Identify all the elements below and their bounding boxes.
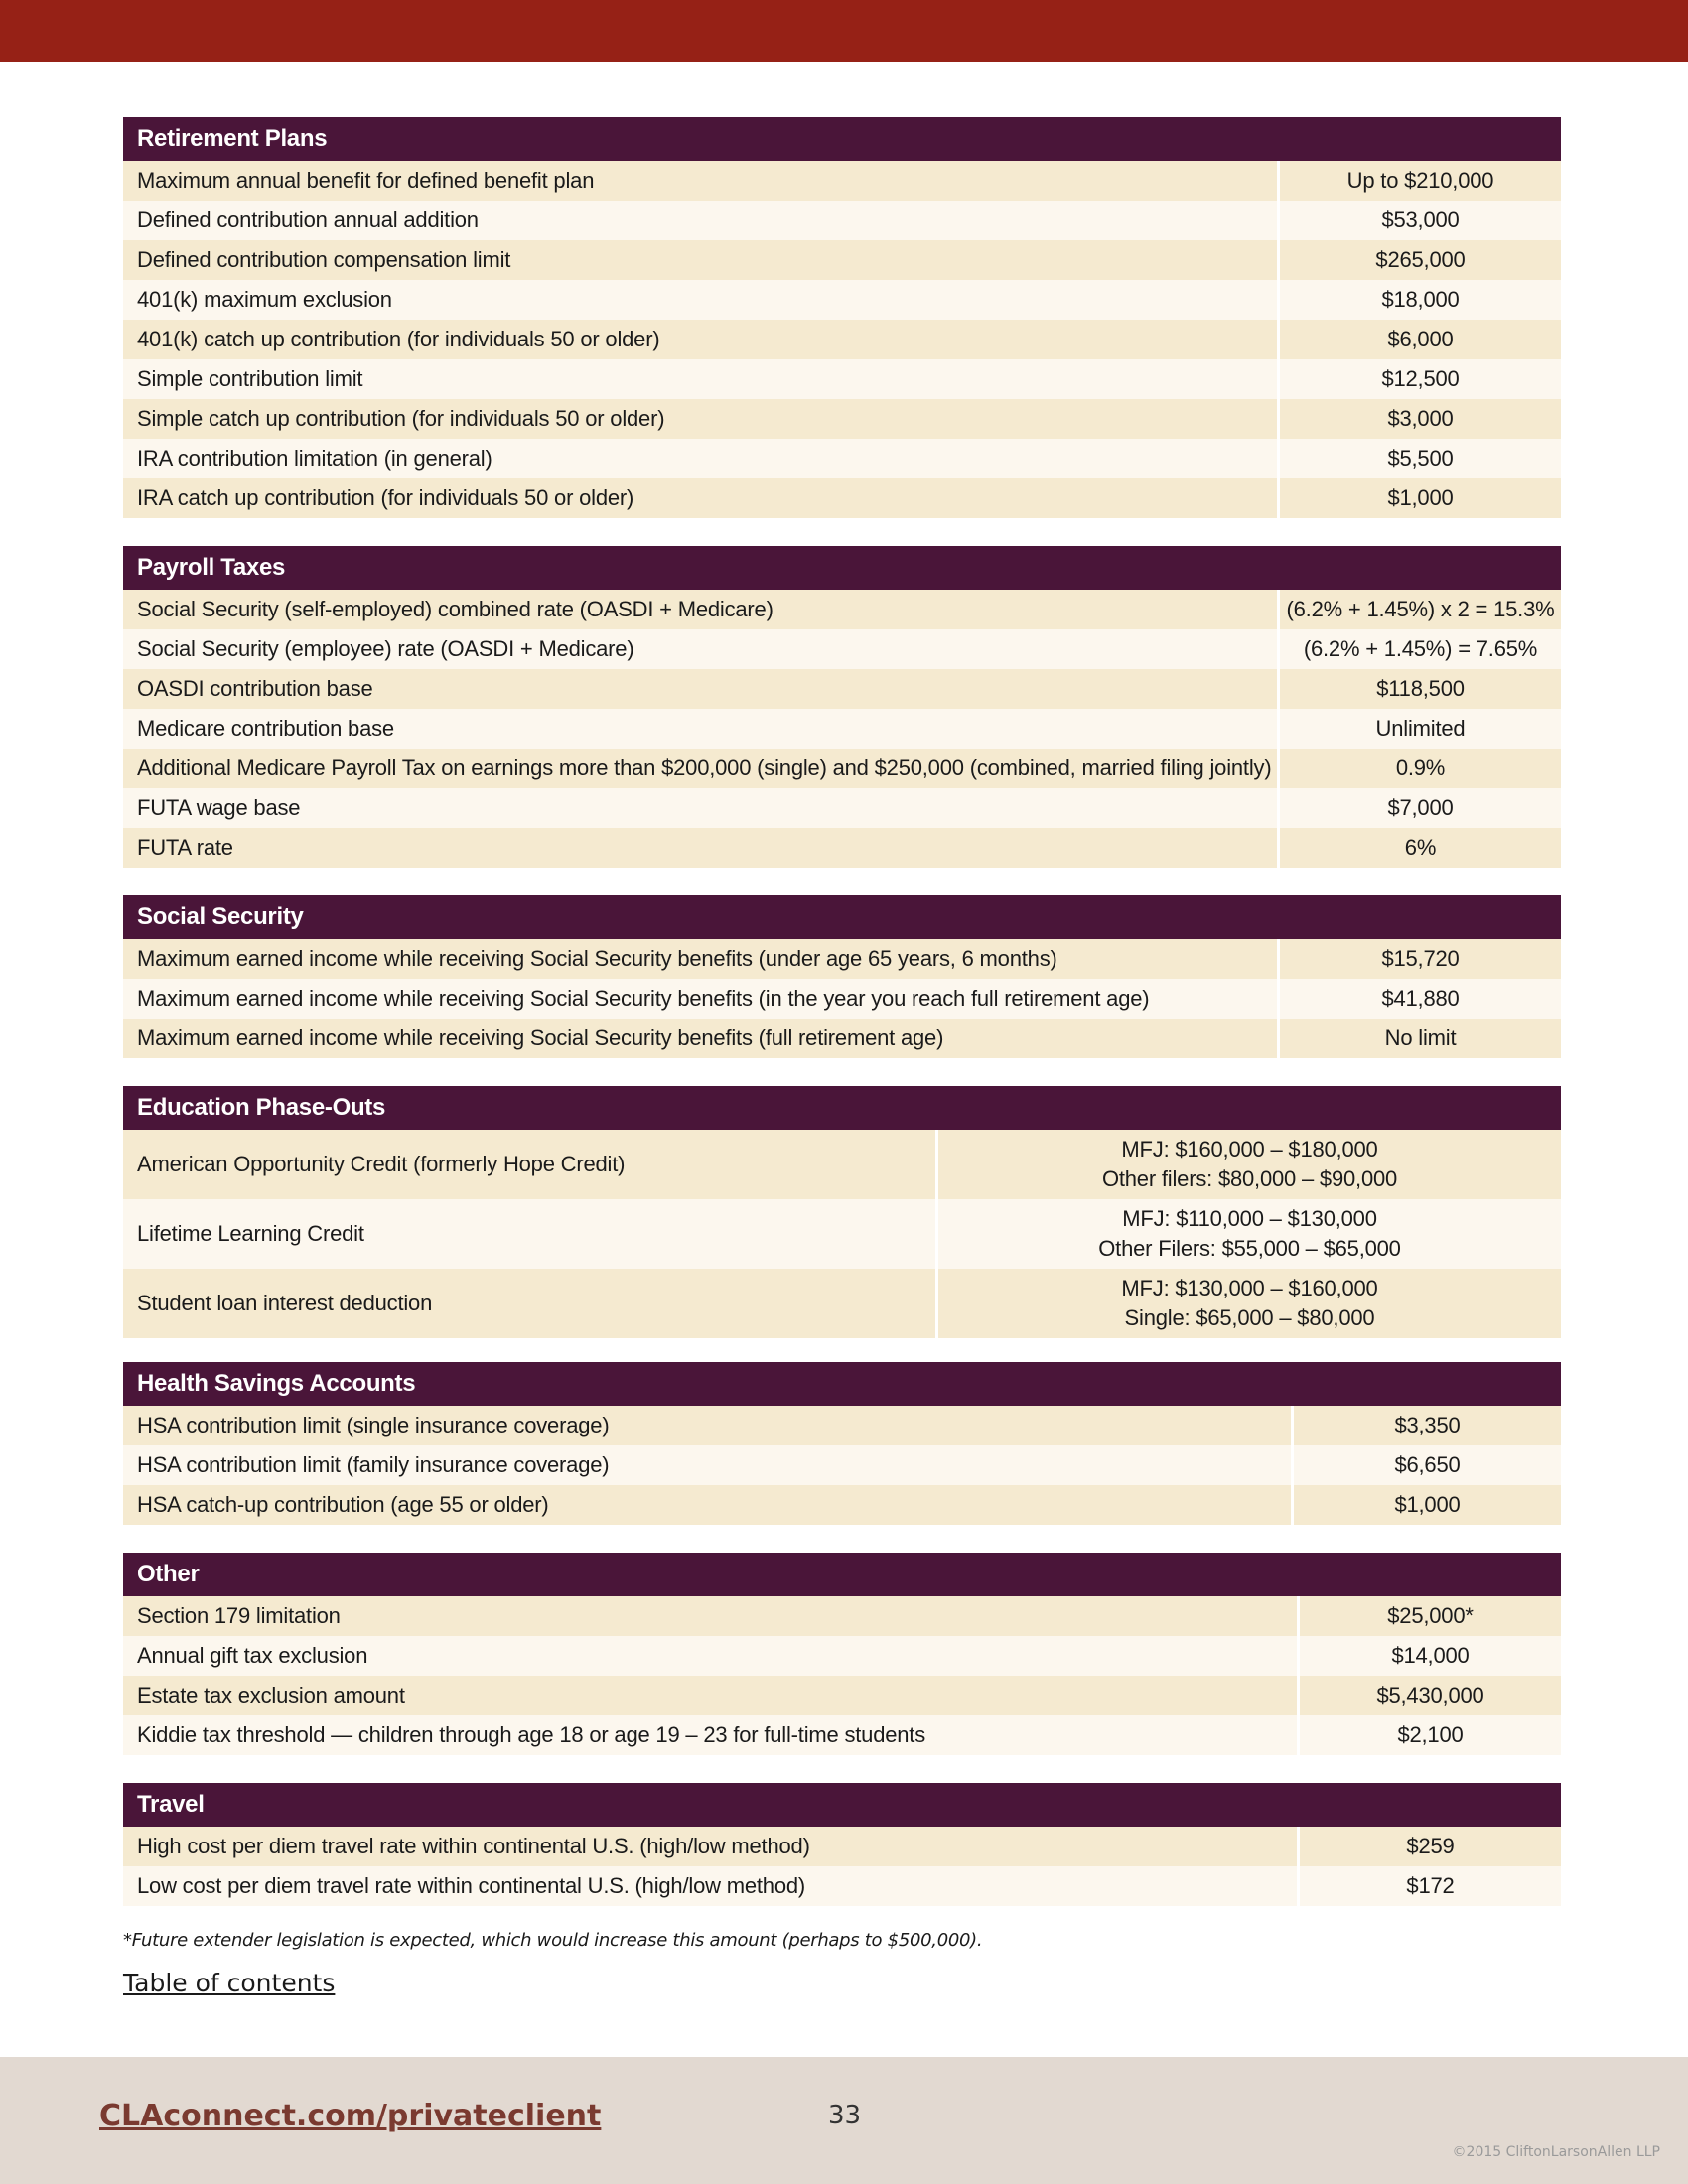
- section-header: Other: [123, 1553, 1561, 1596]
- table-row: [123, 1596, 1561, 1636]
- payroll-taxes-table: [123, 546, 1561, 868]
- row-value: $15,720: [1277, 939, 1561, 979]
- tax-reference-tables: [123, 117, 1561, 1997]
- table-row: [123, 1445, 1561, 1485]
- table-row: [123, 1019, 1561, 1058]
- table-row: [123, 1199, 1561, 1269]
- row-value: $5,430,000: [1297, 1676, 1561, 1715]
- row-label: Medicare contribution base: [123, 709, 1277, 749]
- row-value: [935, 1269, 1561, 1338]
- row-label: Estate tax exclusion amount: [123, 1676, 1297, 1715]
- row-value: 0.9%: [1277, 749, 1561, 788]
- table-row: [123, 1866, 1561, 1906]
- section-header: Health Savings Accounts: [123, 1362, 1561, 1406]
- row-label: Student loan interest deduction: [123, 1269, 935, 1338]
- footnote: *Future extender legislation is expected, which would increase this amount (perhaps to $500,000).: [123, 1930, 983, 1951]
- row-label: IRA catch up contribution (for individuals 50 or older): [123, 478, 1277, 518]
- travel-table: [123, 1783, 1561, 1906]
- row-value: $3,350: [1291, 1406, 1561, 1445]
- row-value: $118,500: [1277, 669, 1561, 709]
- row-label: HSA contribution limit (single insurance coverage): [123, 1406, 1291, 1445]
- copyright-notice: ©2015 CliftonLarsonAllen LLP: [1452, 2144, 1660, 2160]
- value-line: Other Filers: $55,000 – $65,000: [1098, 1236, 1401, 1261]
- row-label: HSA contribution limit (family insurance coverage): [123, 1445, 1291, 1485]
- value-line: Other filers: $80,000 – $90,000: [1101, 1166, 1398, 1191]
- row-value: $259: [1297, 1827, 1561, 1866]
- row-label: IRA contribution limitation (in general): [123, 439, 1277, 478]
- table-row: [123, 788, 1561, 828]
- table-row: [123, 201, 1561, 240]
- table-row: [123, 161, 1561, 201]
- row-label: OASDI contribution base: [123, 669, 1277, 709]
- row-value: [935, 1130, 1561, 1199]
- row-value: $7,000: [1277, 788, 1561, 828]
- health-savings-accounts-table: [123, 1362, 1561, 1525]
- table-row: [123, 1715, 1561, 1755]
- row-value: $6,000: [1277, 320, 1561, 359]
- row-value: $25,000*: [1297, 1596, 1561, 1636]
- row-label: Simple catch up contribution (for individuals 50 or older): [123, 399, 1277, 439]
- table-row: [123, 1485, 1561, 1525]
- row-value: $14,000: [1297, 1636, 1561, 1676]
- row-label: 401(k) catch up contribution (for individuals 50 or older): [123, 320, 1277, 359]
- table-row: [123, 439, 1561, 478]
- row-value: $12,500: [1277, 359, 1561, 399]
- table-row: [123, 709, 1561, 749]
- row-label: Maximum earned income while receiving Social Security benefits (full retirement age): [123, 1019, 1277, 1058]
- section-header: Payroll Taxes: [123, 546, 1561, 590]
- website-link[interactable]: CLAconnect.com/privateclient: [99, 2099, 602, 2133]
- row-label: Social Security (employee) rate (OASDI + Medicare): [123, 629, 1277, 669]
- table-row: [123, 939, 1561, 979]
- table-row: [123, 1636, 1561, 1676]
- social-security-table: [123, 895, 1561, 1058]
- row-value: No limit: [1277, 1019, 1561, 1058]
- table-row: [123, 828, 1561, 868]
- table-row: [123, 629, 1561, 669]
- row-value: $172: [1297, 1866, 1561, 1906]
- row-label: Maximum earned income while receiving Social Security benefits (in the year you reach full retirement age): [123, 979, 1277, 1019]
- section-header: Retirement Plans: [123, 117, 1561, 161]
- value-line: Single: $65,000 – $80,000: [1124, 1305, 1375, 1330]
- table-row: [123, 478, 1561, 518]
- retirement-plans-table: [123, 117, 1561, 518]
- row-value: Up to $210,000: [1277, 161, 1561, 201]
- row-label: Section 179 limitation: [123, 1596, 1297, 1636]
- value-line: MFJ: $110,000 – $130,000: [1122, 1206, 1377, 1231]
- row-value: $3,000: [1277, 399, 1561, 439]
- row-value: $53,000: [1277, 201, 1561, 240]
- row-label: 401(k) maximum exclusion: [123, 280, 1277, 320]
- row-value: [935, 1199, 1561, 1269]
- table-row: [123, 1269, 1561, 1338]
- row-label: Simple contribution limit: [123, 359, 1277, 399]
- table-row: [123, 399, 1561, 439]
- row-value: $18,000: [1277, 280, 1561, 320]
- row-label: Kiddie tax threshold — children through age 18 or age 19 – 23 for full-time students: [123, 1715, 1297, 1755]
- table-row: [123, 1827, 1561, 1866]
- table-row: [123, 979, 1561, 1019]
- row-label: HSA catch-up contribution (age 55 or older): [123, 1485, 1291, 1525]
- row-value: $265,000: [1277, 240, 1561, 280]
- top-accent-bar: [0, 0, 1688, 62]
- table-row: [123, 320, 1561, 359]
- row-value: (6.2% + 1.45%) x 2 = 15.3%: [1277, 590, 1561, 629]
- table-row: [123, 240, 1561, 280]
- row-value: $1,000: [1291, 1485, 1561, 1525]
- value-line: MFJ: $160,000 – $180,000: [1121, 1137, 1378, 1161]
- section-header: Travel: [123, 1783, 1561, 1827]
- row-label: Defined contribution annual addition: [123, 201, 1277, 240]
- section-header: Education Phase-Outs: [123, 1086, 1561, 1130]
- table-of-contents-link[interactable]: Table of contents: [123, 1969, 336, 1997]
- row-value: $2,100: [1297, 1715, 1561, 1755]
- row-label: Lifetime Learning Credit: [123, 1199, 935, 1269]
- row-value: 6%: [1277, 828, 1561, 868]
- table-row: [123, 1676, 1561, 1715]
- section-header: Social Security: [123, 895, 1561, 939]
- table-row: [123, 359, 1561, 399]
- table-row: [123, 669, 1561, 709]
- table-row: [123, 1406, 1561, 1445]
- value-line: MFJ: $130,000 – $160,000: [1121, 1276, 1378, 1300]
- table-row: [123, 590, 1561, 629]
- row-value: $41,880: [1277, 979, 1561, 1019]
- row-label: Defined contribution compensation limit: [123, 240, 1277, 280]
- table-row: [123, 280, 1561, 320]
- row-label: FUTA rate: [123, 828, 1277, 868]
- row-value: Unlimited: [1277, 709, 1561, 749]
- row-label: Low cost per diem travel rate within continental U.S. (high/low method): [123, 1866, 1297, 1906]
- other-table: [123, 1553, 1561, 1755]
- row-value: (6.2% + 1.45%) = 7.65%: [1277, 629, 1561, 669]
- education-phase-outs-table: [123, 1086, 1561, 1338]
- page-number: 33: [828, 2101, 862, 2130]
- row-label: Annual gift tax exclusion: [123, 1636, 1297, 1676]
- page-footer: [0, 2057, 1688, 2184]
- row-value: $6,650: [1291, 1445, 1561, 1485]
- row-label: American Opportunity Credit (formerly Hope Credit): [123, 1130, 935, 1199]
- row-label: Maximum earned income while receiving Social Security benefits (under age 65 years, 6 months): [123, 939, 1277, 979]
- row-label: FUTA wage base: [123, 788, 1277, 828]
- row-value: $5,500: [1277, 439, 1561, 478]
- table-row: [123, 749, 1561, 788]
- row-label: Social Security (self-employed) combined rate (OASDI + Medicare): [123, 590, 1277, 629]
- row-label: Maximum annual benefit for defined benefit plan: [123, 161, 1277, 201]
- row-value: $1,000: [1277, 478, 1561, 518]
- row-label: High cost per diem travel rate within continental U.S. (high/low method): [123, 1827, 1297, 1866]
- table-row: [123, 1130, 1561, 1199]
- row-label: Additional Medicare Payroll Tax on earnings more than $200,000 (single) and $250,000 (combined, married filing jointly): [123, 749, 1277, 788]
